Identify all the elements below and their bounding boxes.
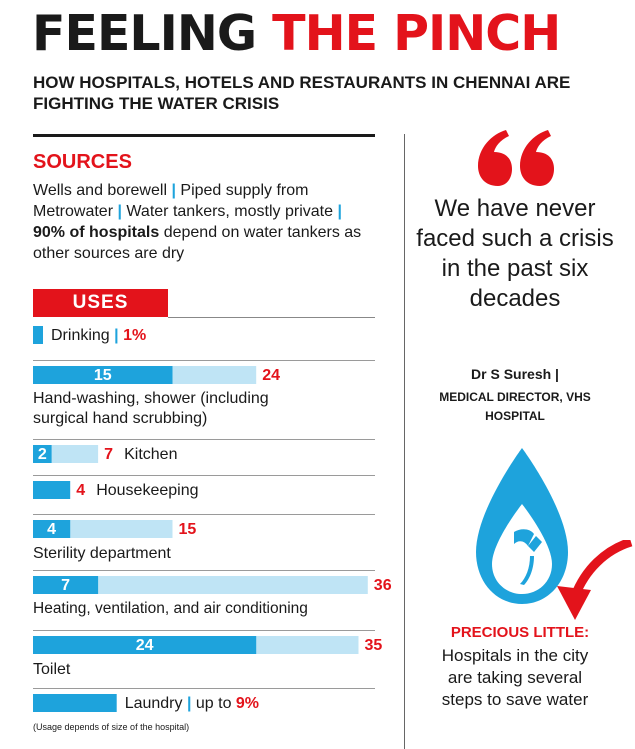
separator: |	[171, 182, 176, 199]
bar-low-label: 4	[47, 521, 57, 538]
separator: |	[117, 203, 122, 220]
bar-category-label: Heating, ventilation, and air conditioning	[33, 600, 308, 617]
subheadline: HOW HOSPITALS, HOTELS AND RESTAURANTS IN CHENNAI ARE FIGHTING THE WATER CRISIS	[33, 73, 571, 113]
bar-low-label: 24	[135, 637, 154, 654]
bar-high-label: 4	[76, 482, 86, 499]
bar-low	[33, 694, 117, 712]
curved-arrow-icon	[545, 540, 635, 630]
bar-high-label: 35	[364, 637, 383, 654]
bar-low	[33, 481, 70, 499]
quote-author: Dr S Suresh |	[471, 366, 559, 382]
bar-category-label: Laundry | up to 9%	[124, 695, 260, 712]
sources-tail: depend on water tankers as other sources are dry	[33, 224, 362, 262]
bar-low-label: 7	[61, 577, 71, 594]
bar-high-label: 24	[262, 367, 280, 384]
quote-icon	[478, 128, 558, 188]
bar-category-label: Drinking | 1%	[51, 327, 147, 344]
bar-category-label: surgical hand scrubbing)	[33, 410, 208, 427]
bar-low	[33, 326, 43, 344]
precious-text: Hospitals in the city are taking several steps to save water	[441, 646, 589, 709]
bar-high-label: 36	[373, 577, 392, 594]
headline-part1: FEELING	[32, 5, 257, 62]
bar-high-label: 7	[104, 446, 114, 463]
source-item: Water tankers, mostly private	[126, 203, 333, 220]
sources-highlight: 90% of hospitals	[33, 224, 160, 241]
bar-low-label: 15	[93, 367, 112, 384]
chart-footnote: (Usage depends of size of the hospital)	[33, 722, 190, 732]
bar-category-label: Housekeeping	[96, 482, 199, 499]
row-divider	[33, 570, 375, 571]
row-divider	[33, 630, 375, 631]
quote-author-title: MEDICAL DIRECTOR, VHS HOSPITAL	[439, 390, 591, 423]
bar-high-label: 15	[178, 521, 197, 538]
bar-category-label: Sterility department	[33, 545, 171, 562]
quote-text: We have never faced such a crisis in the past six decades	[416, 195, 614, 312]
source-item: Wells and borewell	[33, 182, 167, 199]
separator: |	[337, 203, 342, 220]
row-divider	[33, 475, 375, 476]
bar-category-label: Hand-washing, shower (including	[33, 390, 269, 407]
bar-low-label: 2	[37, 446, 47, 463]
bar-category-label: Kitchen	[124, 446, 178, 463]
bar-category-label: Toilet	[33, 661, 71, 678]
row-divider	[33, 514, 375, 515]
row-divider	[33, 360, 375, 361]
row-divider	[33, 439, 375, 440]
precious-title: PRECIOUS LITTLE:	[450, 624, 590, 641]
source-item: Piped supply from Metrowater	[33, 182, 309, 220]
column-divider	[404, 134, 405, 749]
row-divider	[33, 688, 375, 689]
uses-label: USES	[33, 289, 168, 317]
headline-part2: THE PINCH	[272, 5, 561, 62]
sources-title: SOURCES	[33, 151, 132, 173]
